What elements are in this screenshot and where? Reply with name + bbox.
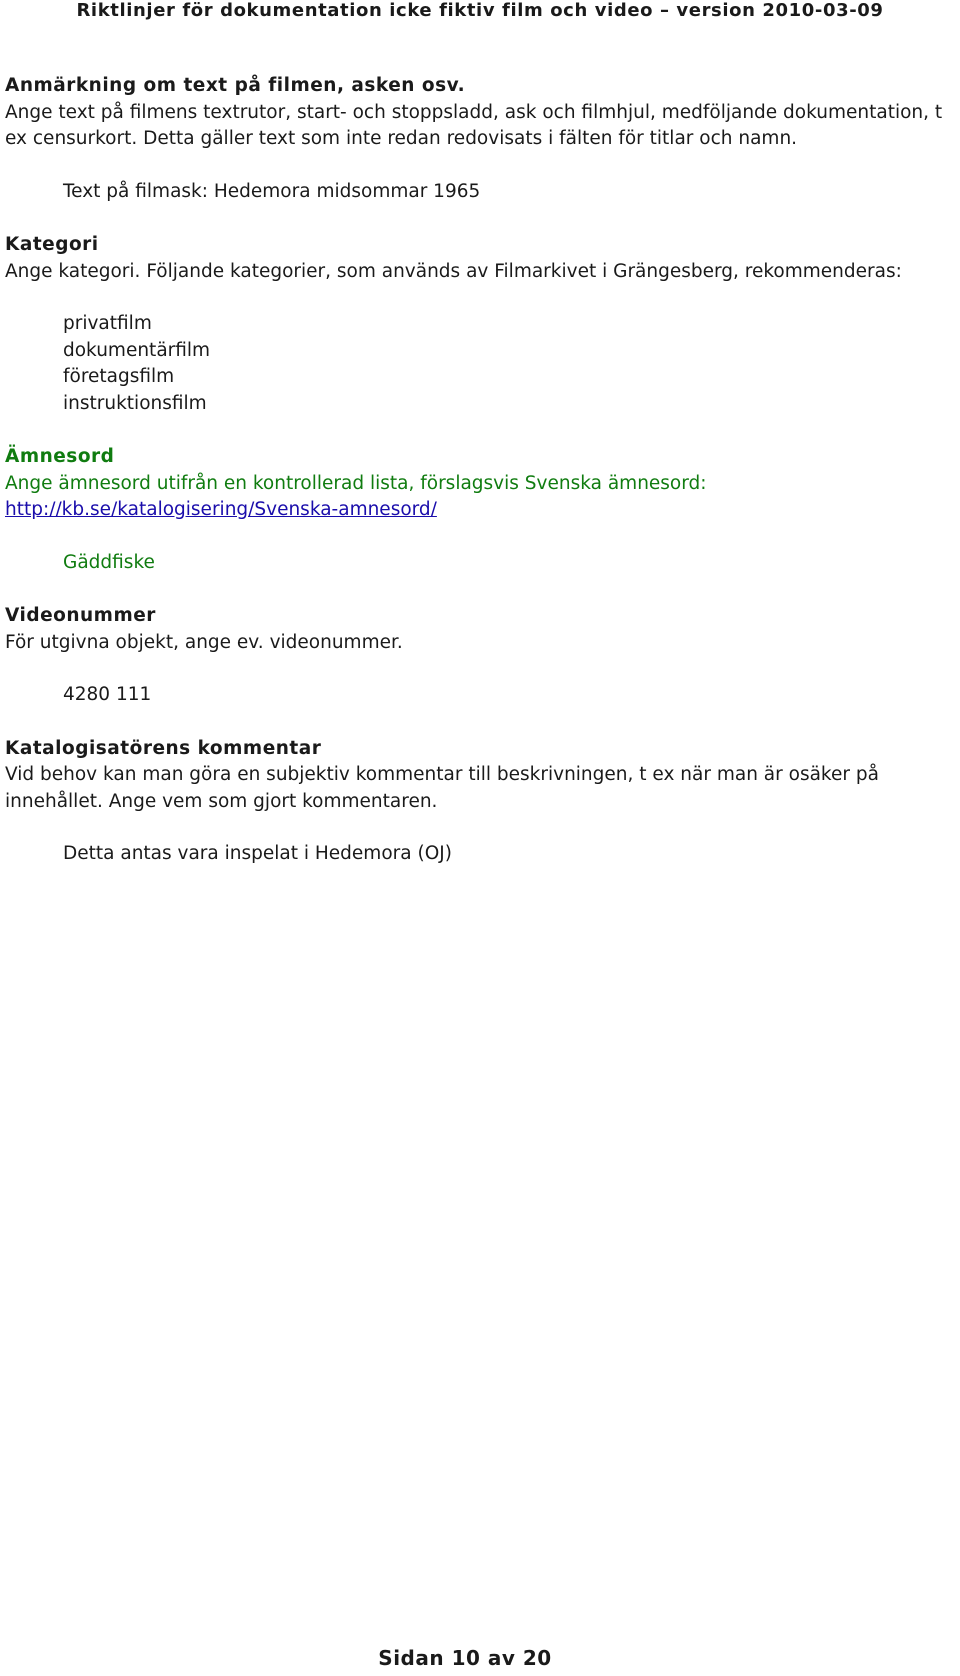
amnesord-heading: Ämnesord <box>5 446 115 467</box>
section-anmarkning <box>5 73 955 205</box>
kategori-list-item: företagsfilm <box>63 366 175 387</box>
videonummer-value: 4280 111 <box>63 684 152 705</box>
page-content <box>5 73 955 895</box>
kategori-list-item: dokumentärfilm <box>63 339 211 361</box>
kategori-list-item: privatfilm <box>63 313 152 334</box>
svenska-amnesord-link[interactable]: http://kb.se/katalogisering/Svenska-amnesord/ <box>5 499 437 520</box>
anmarkning-value: Text på filmask: Hedemora midsommar 1965 <box>63 180 481 202</box>
running-header: Riktlinjer för dokumentation icke fiktiv film och video – version 2010-03-09 <box>76 0 884 21</box>
kommentar-description: Vid behov kan man göra en subjektiv kommentar till beskrivningen, t ex när man är osäker på innehållet. Ange vem som gjort kommentaren. <box>5 764 879 812</box>
videonummer-description: För utgivna objekt, ange ev. videonummer. <box>5 631 403 653</box>
amnesord-description: Ange ämnesord utifrån en kontrollerad lista, förslagsvis Svenska ämnesord: <box>5 472 707 494</box>
kommentar-value: Detta antas vara inspelat i Hedemora (OJ) <box>63 843 452 864</box>
anmarkning-description: Ange text på filmens textrutor, start- och stoppsladd, ask och filmhjul, medföljande dokumentation, t ex censurkort. Detta gäller text som inte redan redovisats i fälten för titlar och namn. <box>5 101 943 149</box>
section-amnesord <box>5 444 955 576</box>
kategori-heading: Kategori <box>5 234 99 255</box>
section-kategori <box>5 232 955 417</box>
amnesord-value: Gäddfiske <box>63 551 155 573</box>
amnesord-link-line <box>5 497 955 524</box>
anmarkning-heading: Anmärkning om text på filmen, asken osv. <box>5 75 466 96</box>
kategori-description: Ange kategori. Följande kategorier, som används av Filmarkivet i Grängesberg, rekommenderas: <box>5 260 902 282</box>
page-number-footer: Sidan 10 av 20 <box>378 1646 552 1670</box>
videonummer-heading: Videonummer <box>5 605 156 626</box>
kategori-list-item: instruktionsfilm <box>63 392 207 414</box>
kommentar-heading: Katalogisatörens kommentar <box>5 737 322 759</box>
kategori-list <box>5 311 955 417</box>
section-kommentar <box>5 736 955 868</box>
section-videonummer <box>5 603 955 709</box>
